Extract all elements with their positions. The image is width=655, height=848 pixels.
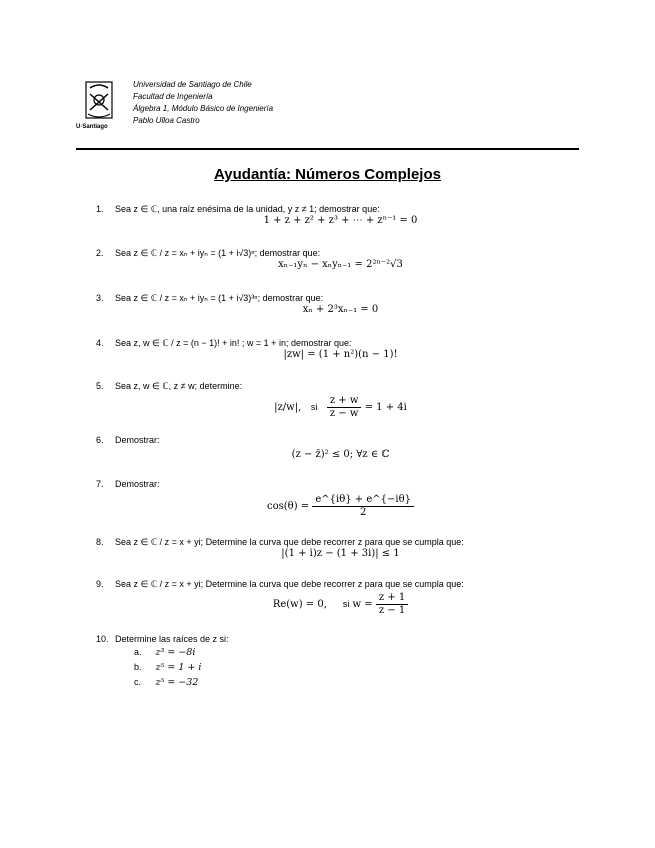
sub-item-list — [134, 645, 566, 690]
equation-si: si — [310, 402, 318, 412]
problem-6 — [96, 434, 566, 461]
problem-number: 3. — [96, 293, 104, 303]
page-title: Ayudantía: Números Complejos — [214, 166, 441, 183]
equation-fraction — [327, 395, 362, 420]
university-logo — [76, 80, 118, 134]
sub-item — [134, 660, 566, 675]
course-name: Álgebra 1, Módulo Básico de Ingeniería — [133, 104, 274, 113]
equation-left: |z/w|, — [274, 402, 302, 413]
problem-equation — [115, 592, 566, 617]
sub-item-equation: z³ = −8i — [155, 647, 196, 658]
problem-9 — [96, 578, 566, 617]
problem-1 — [96, 203, 566, 227]
problem-equation — [115, 494, 566, 519]
problem-statement: Determine las raíces de z si: — [115, 634, 229, 644]
sub-item-equation: z⁵ = 1 + i — [155, 662, 202, 673]
problem-statement: Sea z ∈ ℂ / z = x + yi; Determine la curva que debe recorrer z para que se cumpla que: — [115, 579, 464, 589]
sub-item-letter: b. — [134, 662, 142, 672]
faculty-name: Facultad de Ingeniería — [133, 92, 213, 101]
problem-7 — [96, 478, 566, 519]
equation-fraction — [312, 494, 414, 519]
fraction-numerator: z + w — [327, 395, 362, 408]
equation-right: = 1 + 4i — [364, 402, 407, 413]
sub-item — [134, 675, 566, 690]
problem-statement: Demostrar: — [115, 479, 160, 489]
problem-equation: 1 + z + z² + z³ + ⋯ + zⁿ⁻¹ = 0 — [263, 215, 418, 226]
problem-number: 2. — [96, 248, 104, 258]
equation-si: si — [342, 599, 350, 609]
university-name: Universidad de Santiago de Chile — [133, 80, 252, 89]
equation-left: Re(w) = 0, — [272, 599, 327, 610]
equation-w: w = — [352, 599, 373, 610]
sub-item-letter: a. — [134, 647, 142, 657]
problem-8 — [96, 536, 566, 560]
fraction-denominator: z − w — [329, 408, 359, 419]
fraction-numerator: e^{iθ} + e^{−iθ} — [312, 494, 414, 507]
problem-statement: Sea z ∈ ℂ / z = xₙ + iyₙ = (1 + i√3)ⁿ; demostrar que: — [115, 248, 321, 258]
problem-4 — [96, 337, 566, 361]
problem-equation: xₙ + 2³xₙ₋₁ = 0 — [302, 304, 379, 315]
problem-2 — [96, 247, 566, 271]
equation-fraction — [376, 592, 408, 617]
problem-statement: Sea z, w ∈ ℂ / z = (n − 1)! + in! ; w = 1 + in; demostrar que: — [115, 338, 352, 348]
fraction-denominator: z − 1 — [378, 605, 406, 616]
problem-statement: Sea z ∈ ℂ / z = x + yi; Determine la curva que debe recorrer z para que se cumpla que: — [115, 537, 464, 547]
problem-statement: Demostrar: — [115, 435, 160, 445]
problem-number: 10. — [96, 634, 109, 644]
problem-10 — [96, 633, 566, 690]
problem-number: 8. — [96, 537, 104, 547]
fraction-numerator: z + 1 — [376, 592, 408, 605]
problem-equation — [115, 395, 566, 420]
sub-item — [134, 645, 566, 660]
author-name: Pablo Ulloa Castro — [133, 116, 200, 125]
sub-item-equation: z⁵ = −32 — [155, 677, 199, 688]
header-divider — [76, 148, 579, 150]
problem-number: 9. — [96, 579, 104, 589]
problem-3 — [96, 292, 566, 316]
problem-number: 4. — [96, 338, 104, 348]
fraction-denominator: 2 — [359, 507, 367, 518]
problem-equation: |(1 + i)z − (1 + 3i)| ≤ 1 — [281, 548, 400, 559]
problem-statement: Sea z ∈ ℂ / z = xₙ + iyₙ = (1 + i√3)³ⁿ; demostrar que: — [115, 293, 324, 303]
sub-item-letter: c. — [134, 677, 142, 687]
header-info — [133, 79, 273, 127]
problem-number: 1. — [96, 204, 104, 214]
logo-text: U·Santiago — [76, 124, 108, 130]
problem-statement: Sea z ∈ ℂ, una raíz enésima de la unidad, y z ≠ 1; demostrar que: — [115, 204, 380, 214]
problem-number: 5. — [96, 381, 104, 391]
problem-number: 6. — [96, 435, 104, 445]
problem-statement: Sea z, w ∈ ℂ, z ≠ w; determine: — [115, 381, 243, 391]
problem-equation: |zw| = (1 + n²)(n − 1)! — [283, 349, 398, 360]
problem-equation: (z − z̄)² ≤ 0; ∀z ∈ ℂ — [291, 449, 390, 460]
equation-left: cos(θ) = — [267, 501, 310, 512]
problem-equation: xₙ₋₁yₙ − xₙyₙ₋₁ = 2²ⁿ⁻²√3 — [278, 259, 403, 270]
problem-5 — [96, 380, 566, 420]
problem-number: 7. — [96, 479, 104, 489]
